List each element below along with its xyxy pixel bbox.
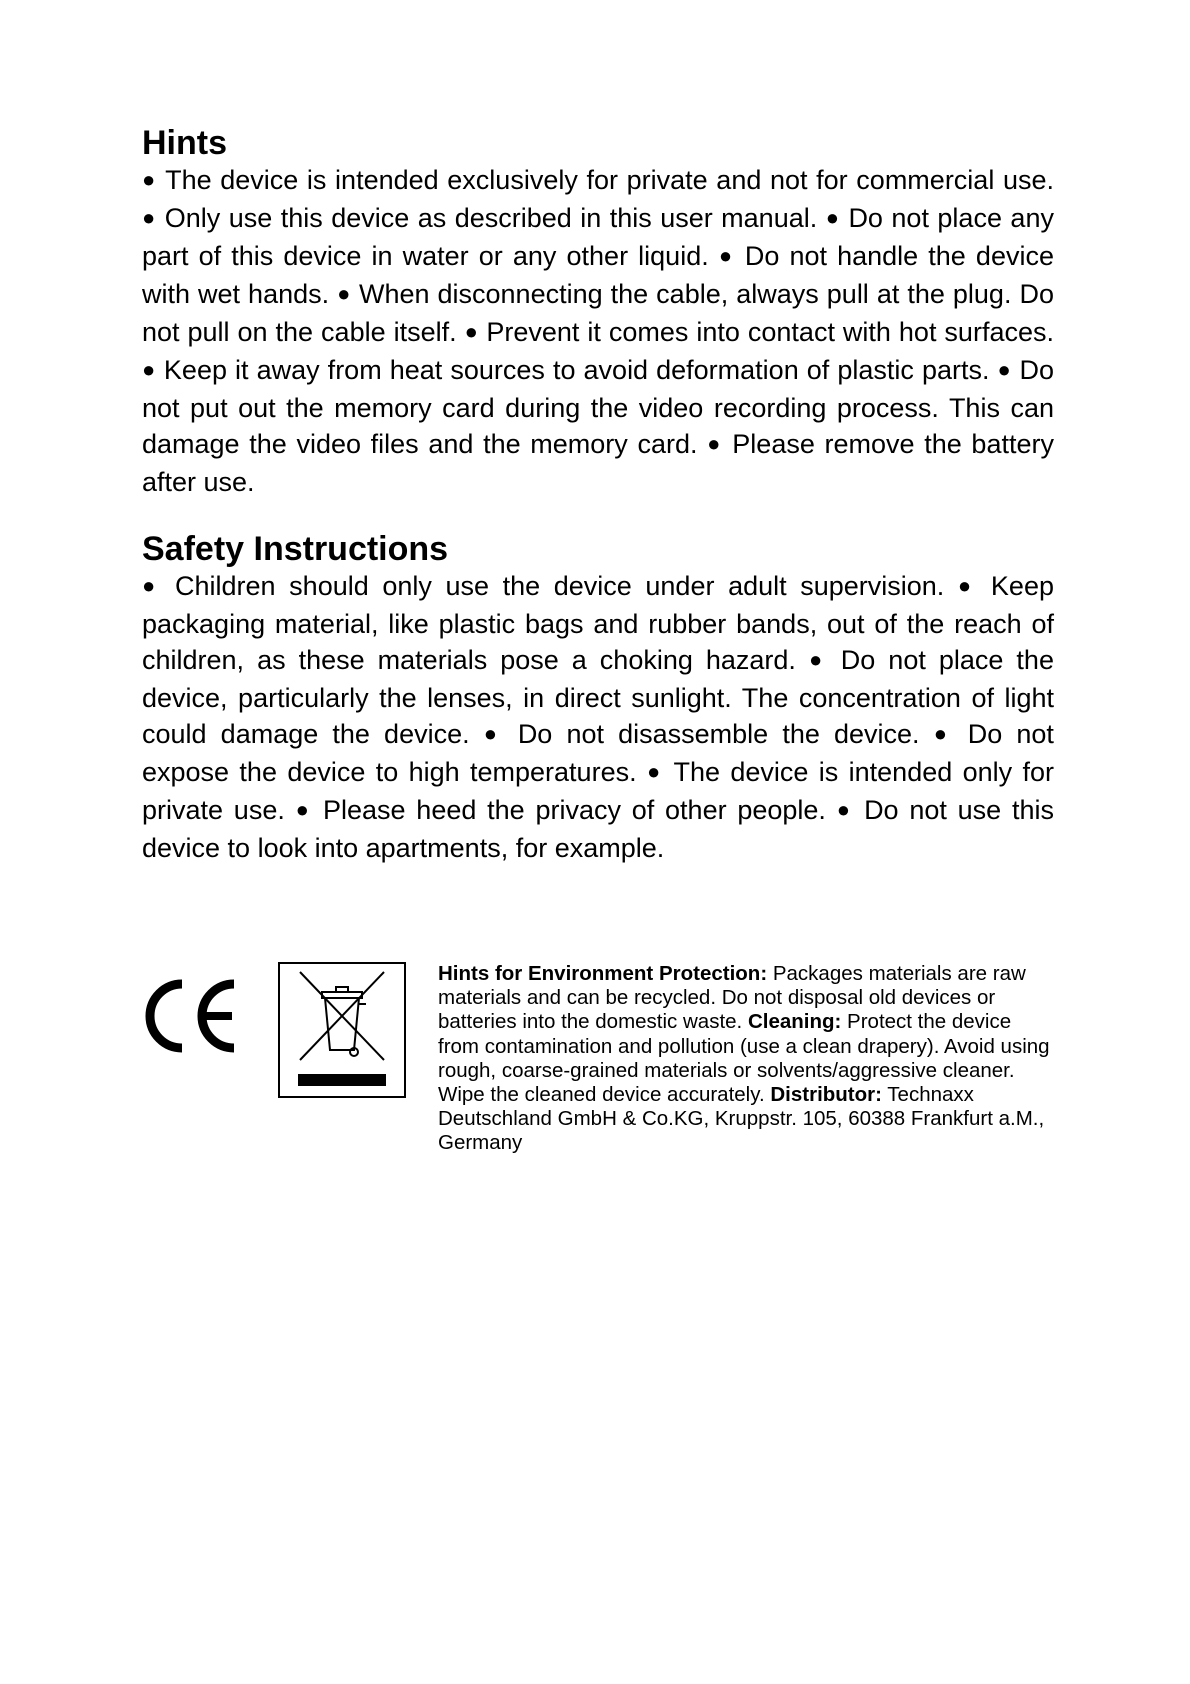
safety-item: The device is intended only for private use. (142, 757, 1055, 825)
bullet-icon: ● (825, 205, 840, 230)
hints-item: Do not handle the device with wet hands. (142, 241, 1054, 309)
hints-paragraph (142, 162, 1054, 500)
bullet-icon: ● (142, 357, 156, 382)
bullet-icon: ● (646, 759, 664, 784)
bullet-icon: ● (142, 167, 157, 192)
hints-item: Keep it away from heat sources to avoid deformation of plastic parts. (163, 355, 990, 385)
crossed-out-wheelie-bin-icon (280, 964, 404, 1096)
weee-symbol (278, 962, 406, 1098)
safety-item: Children should only use the device under adult supervision. (175, 571, 945, 601)
bullet-icon: ● (718, 243, 735, 268)
safety-item: Do not place the device, particularly the lenses, in direct sunlight. The concentration of light could damage the device. (142, 645, 1054, 749)
safety-paragraph (142, 568, 1054, 866)
bullet-icon: ● (142, 205, 157, 230)
safety-item: Do not use this device to look into apartments, for example. (142, 795, 1054, 863)
safety-heading: Safety Instructions (142, 530, 449, 568)
hints-item: The device is intended exclusively for private and not for commercial use. (165, 165, 1054, 195)
safety-item: Do not disassemble the device. (517, 719, 920, 749)
environment-cleaning-distributor-text (438, 962, 1054, 1156)
ce-mark-icon (142, 976, 238, 1056)
bullet-icon: ● (295, 797, 313, 822)
distributor-text: Technaxx Deutschland GmbH & Co.KG, Kruppstr. 105, 60388 Frankfurt a.M., Germany (438, 1083, 1045, 1155)
hints-heading: Hints (142, 124, 227, 162)
bullet-icon: ● (836, 797, 854, 822)
bullet-icon: ● (464, 319, 479, 344)
safety-section (142, 530, 1054, 866)
hints-item: Do not put out the memory card during the video recording process. This can damage the video files and the memory card. (142, 355, 1054, 459)
bullet-icon: ● (957, 573, 978, 598)
bullet-icon: ● (142, 573, 162, 598)
bullet-icon: ● (707, 431, 723, 456)
hints-item: Only use this device as described in this user manual. (164, 203, 818, 233)
safety-item: Please heed the privacy of other people. (322, 795, 826, 825)
env-label: Hints for Environment Protection: (438, 962, 768, 985)
hints-item: Prevent it comes into contact with hot surfaces. (486, 317, 1054, 347)
hints-item: Please remove the battery after use. (142, 429, 1054, 497)
document-page (142, 124, 1054, 866)
safety-item: Do not expose the device to high temperatures. (142, 719, 1054, 787)
bullet-icon: ● (337, 281, 351, 306)
hints-item: When disconnecting the cable, always pull at the plug. Do not pull on the cable itself. (142, 279, 1054, 347)
bullet-icon: ● (997, 357, 1012, 382)
bullet-icon: ● (808, 647, 828, 672)
safety-item: Keep packaging material, like plastic bags and rubber bands, out of the reach of children, as these materials pose a choking hazard. (142, 571, 1054, 675)
bullet-icon: ● (483, 721, 504, 746)
cleaning-label: Cleaning: (747, 1010, 842, 1034)
footer-block (142, 962, 1054, 1162)
hints-section (142, 124, 1054, 500)
distributor-label: Distributor: (770, 1083, 882, 1107)
cleaning-text: Protect the device from contamination and pollution (use a clean drapery). Avoid using rough, coarse-grained materials or solvents/aggressive cleaner. Wipe the cleaned device accurately. (438, 1010, 1050, 1107)
env-text: Packages materials are raw materials and can be recycled. Do not disposal old devices or batteries into the domestic waste. (438, 962, 1026, 1034)
hints-item: Do not place any part of this device in water or any other liquid. (142, 203, 1054, 271)
bullet-icon: ● (933, 721, 954, 746)
